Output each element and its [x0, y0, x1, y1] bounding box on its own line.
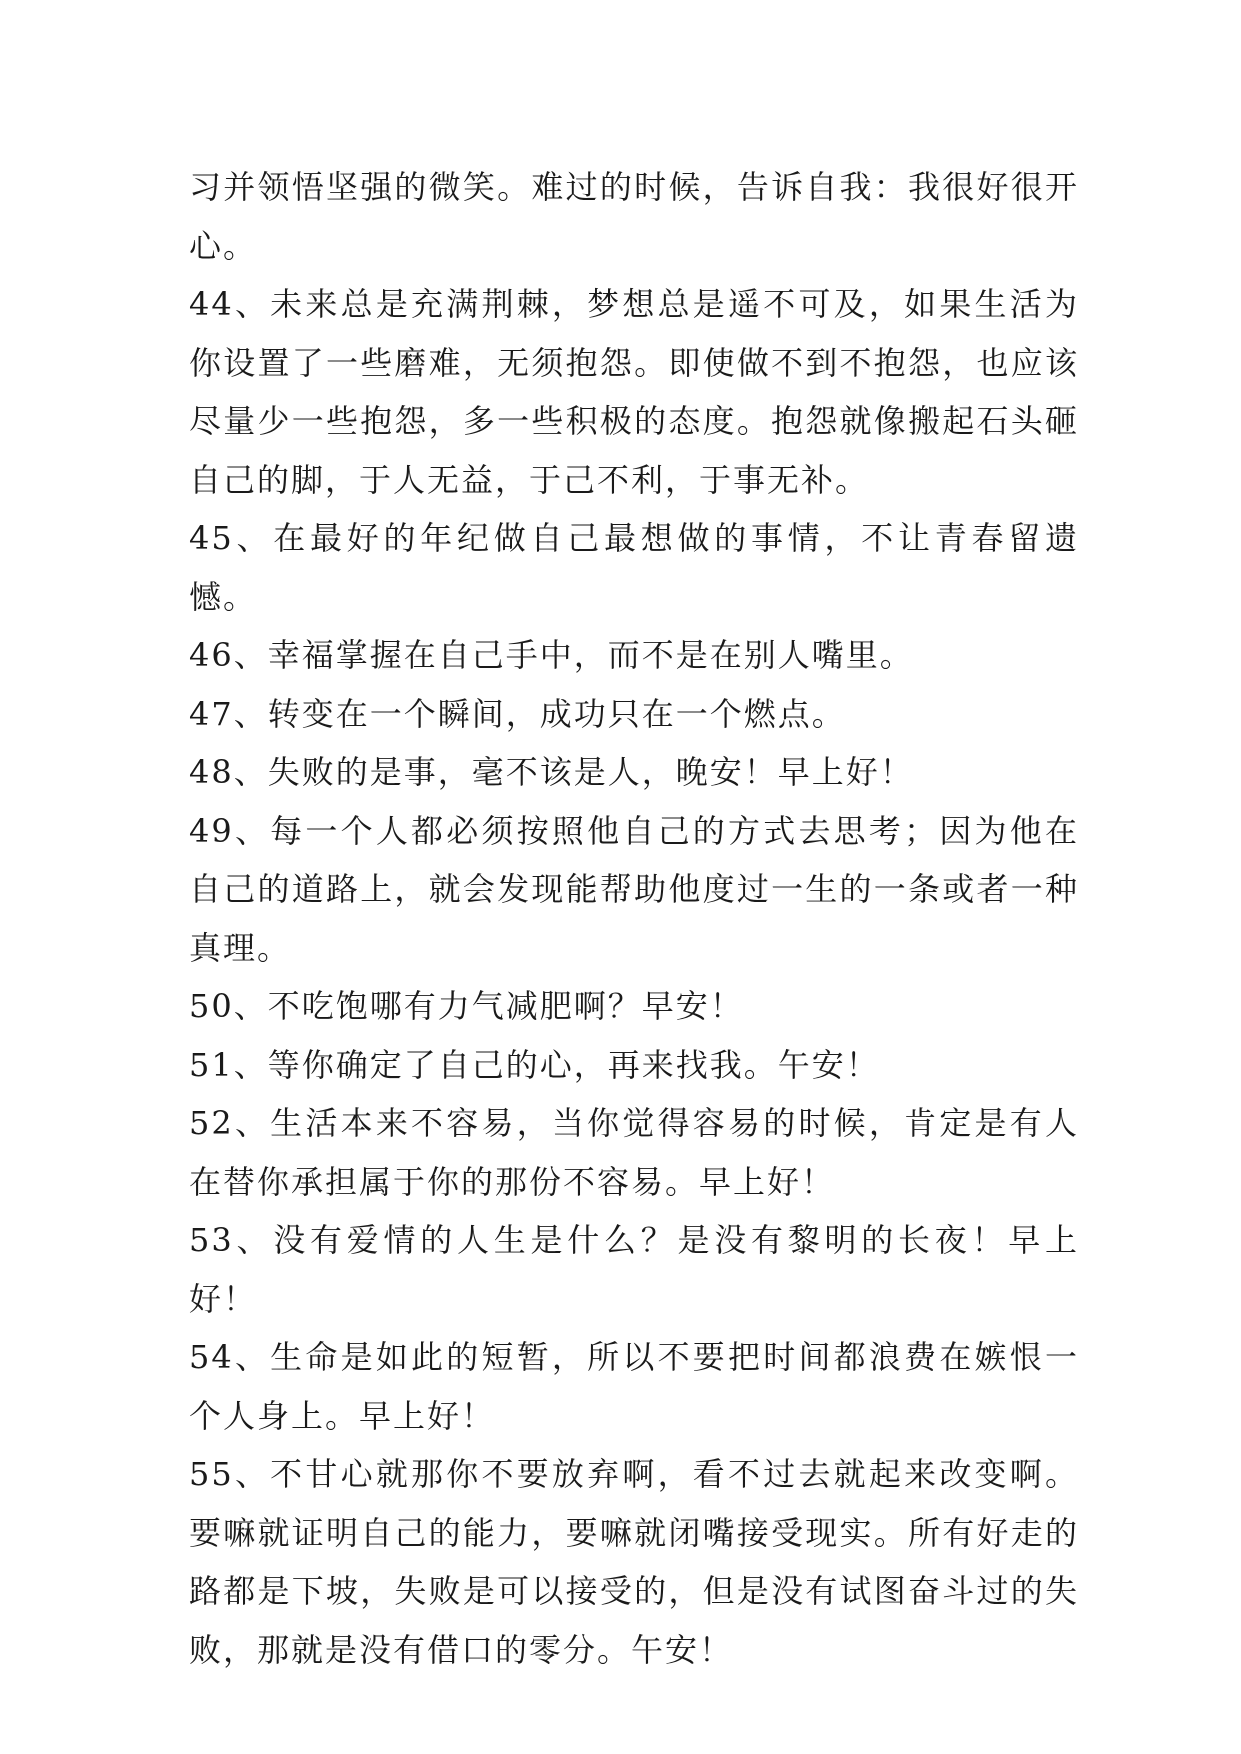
paragraph-55: 55、不甘心就那你不要放弃啊，看不过去就起来改变啊。要嘛就证明自己的能力，要嘛就闭嘴接受现实。所有好走的路都是下坡，失败是可以接受的，但是没有试图奋斗过的失败，那就是没有借口的零分。午安！	[189, 1455, 1079, 1669]
paragraph-46: 46、幸福掌握在自己手中，而不是在别人嘴里。	[189, 636, 914, 674]
paragraph-53: 53、没有爱情的人生是什么？是没有黎明的长夜！早上好！	[189, 1221, 1079, 1318]
paragraph-continuation: 习并领悟坚强的微笑。难过的时候，告诉自我：我很好很开心。	[189, 168, 1079, 265]
paragraph-44: 44、未来总是充满荆棘，梦想总是遥不可及，如果生活为你设置了一些磨难，无须抱怨。即使做不到不抱怨，也应该尽量少一些抱怨，多一些积极的态度。抱怨就像搬起石头砸自己的脚，于人无益，于己不利，于事无补。	[189, 285, 1079, 499]
paragraph-50: 50、不吃饱哪有力气减肥啊？早安！	[189, 987, 744, 1025]
paragraph-54: 54、生命是如此的短暂，所以不要把时间都浪费在嫉恨一个人身上。早上好！	[189, 1338, 1079, 1435]
document-body	[189, 158, 1079, 1679]
paragraph-48: 48、失败的是事，毫不该是人，晚安！早上好！	[189, 753, 914, 791]
paragraph-52: 52、生活本来不容易，当你觉得容易的时候，肯定是有人在替你承担属于你的那份不容易。早上好！	[189, 1104, 1079, 1201]
paragraph-45: 45、在最好的年纪做自己最想做的事情，不让青春留遗憾。	[189, 519, 1079, 616]
paragraph-51: 51、等你确定了自己的心，再来找我。午安！	[189, 1045, 880, 1084]
paragraph-49: 49、每一个人都必须按照他自己的方式去思考；因为他在自己的道路上，就会发现能帮助他度过一生的一条或者一种真理。	[189, 811, 1079, 967]
paragraph-47: 47、转变在一个瞬间，成功只在一个燃点。	[189, 694, 846, 733]
